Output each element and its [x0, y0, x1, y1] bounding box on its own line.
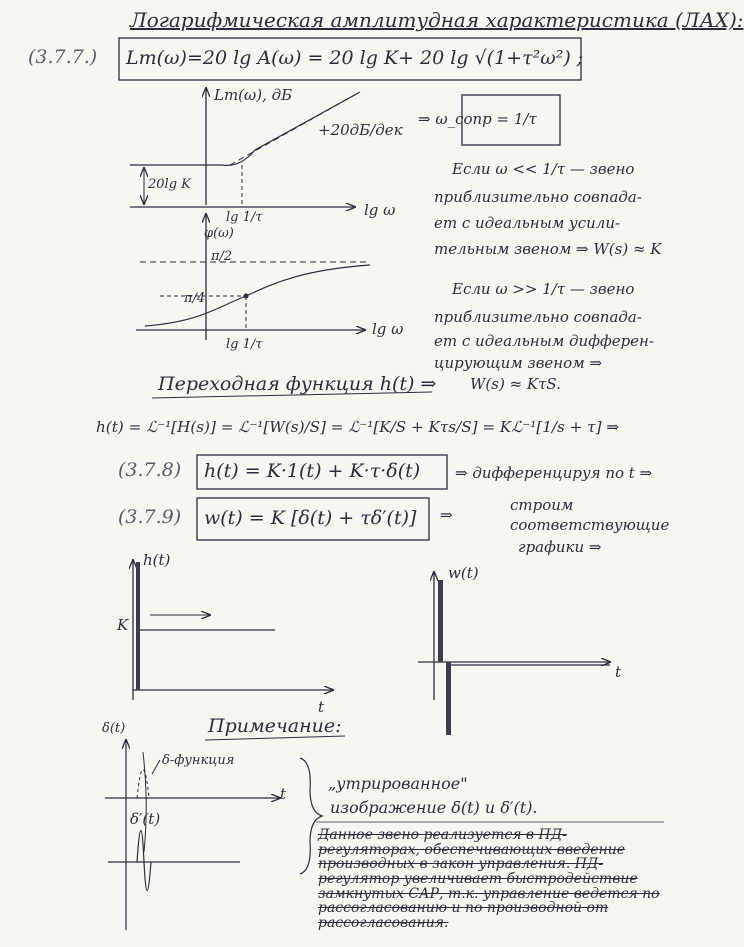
page-title: Логарифмическая амплитудная характеристика (ЛАХ): [130, 8, 744, 32]
gain-label: 20lg K [148, 177, 191, 192]
h-axis-label: h(t) [143, 551, 171, 569]
w-axis-label: w(t) [448, 564, 479, 582]
phase-curve [145, 265, 370, 326]
phase-breakpoint-label: lg 1/τ [226, 337, 263, 352]
lg-omega-label: lg ω [364, 201, 396, 219]
equation-378: h(t) = K·1(t) + K·τ·δ(t) [204, 460, 421, 482]
high-freq-5: W(s) ≈ KτS. [470, 375, 561, 393]
delta-axis-label: δ(t) [102, 721, 126, 736]
idealized-1: „утрированное" [328, 774, 468, 793]
breakpoint-label: lg 1/τ [226, 210, 263, 225]
equation-number-377: (3.7.7.) [28, 46, 98, 68]
phase-lg-omega-label: lg ω [372, 320, 404, 338]
struck-paragraph: Данное звено реализуется в ПД-регуляторах, обеспечивающих введение производных в закон управления. ПД-регулятор увеличивает быстродействие замкнутых САР, т.к. управление ведется по рассогласованию и по производной от рассогласования. [318, 827, 660, 932]
phase-axis-label: φ(ω) [204, 226, 234, 241]
equation-378-note: ⇒ дифференцируя по t ⇒ [455, 464, 653, 482]
pi-quarter-label: π/4 [184, 291, 206, 306]
low-freq-4: тельным звеном ⇒ W(s) ≈ K [434, 240, 662, 258]
transient-derivation: h(t) = ℒ⁻¹[H(s)] = ℒ⁻¹[W(s)/S] = ℒ⁻¹[K/S + Kτs/S] = Kℒ⁻¹[1/s + τ] ⇒ [96, 418, 620, 436]
w-delta-down [446, 662, 451, 735]
arrow-glyph: ⇒ [440, 506, 453, 524]
omega-corner: ⇒ ω_сопр = 1/τ [418, 110, 537, 128]
h-t-label: t [318, 698, 325, 716]
equation-379: w(t) = K [δ(t) + τδ′(t)] [204, 507, 417, 529]
delta-dashed [137, 770, 149, 799]
high-freq-3: ет с идеальным дифферен- [434, 332, 654, 350]
slope-label: +20дБ/дек [318, 121, 403, 139]
phase-midpoint [244, 294, 249, 299]
lm-axis-label: Lm(ω), дБ [214, 86, 293, 104]
equation-379-note-3: графики ⇒ [518, 538, 602, 556]
equation-number-379: (3.7.9) [118, 506, 182, 528]
idealized-2: изображение δ(t) и δ′(t). [330, 798, 538, 817]
delta-prime-curve [137, 831, 151, 891]
transient-title: Переходная функция h(t) ⇒ [158, 373, 437, 395]
delta-narrow [143, 752, 146, 852]
high-freq-1: Если ω >> 1/τ — звено [452, 280, 635, 298]
equation-379-note-1: строим [510, 496, 574, 514]
low-freq-2: приблизительно совпада- [434, 188, 642, 206]
high-freq-4: цирующим звеном ⇒ [434, 354, 602, 372]
delta-t-label: t [280, 785, 287, 803]
low-freq-3: ет с идеальным усили- [434, 214, 621, 232]
h-impulse [136, 562, 140, 690]
equation-379-note-2: соответствующие [510, 516, 670, 534]
low-freq-1: Если ω << 1/τ — звено [452, 160, 635, 178]
delta-fn-label: δ-функция [162, 753, 235, 768]
w-t-label: t [615, 663, 622, 681]
remark-title: Примечание: [208, 715, 342, 737]
h-level-label: K [117, 616, 129, 634]
equation-number-378: (3.7.8) [118, 459, 182, 481]
delta-prime-label: δ′(t) [130, 810, 161, 828]
high-freq-2: приблизительно совпада- [434, 308, 642, 326]
pi-half-label: π/2 [211, 249, 233, 264]
equation-377: Lm(ω)=20 lg A(ω) = 20 lg K+ 20 lg √(1+τ²ω²) ; [126, 47, 584, 69]
w-delta-up [438, 580, 443, 662]
